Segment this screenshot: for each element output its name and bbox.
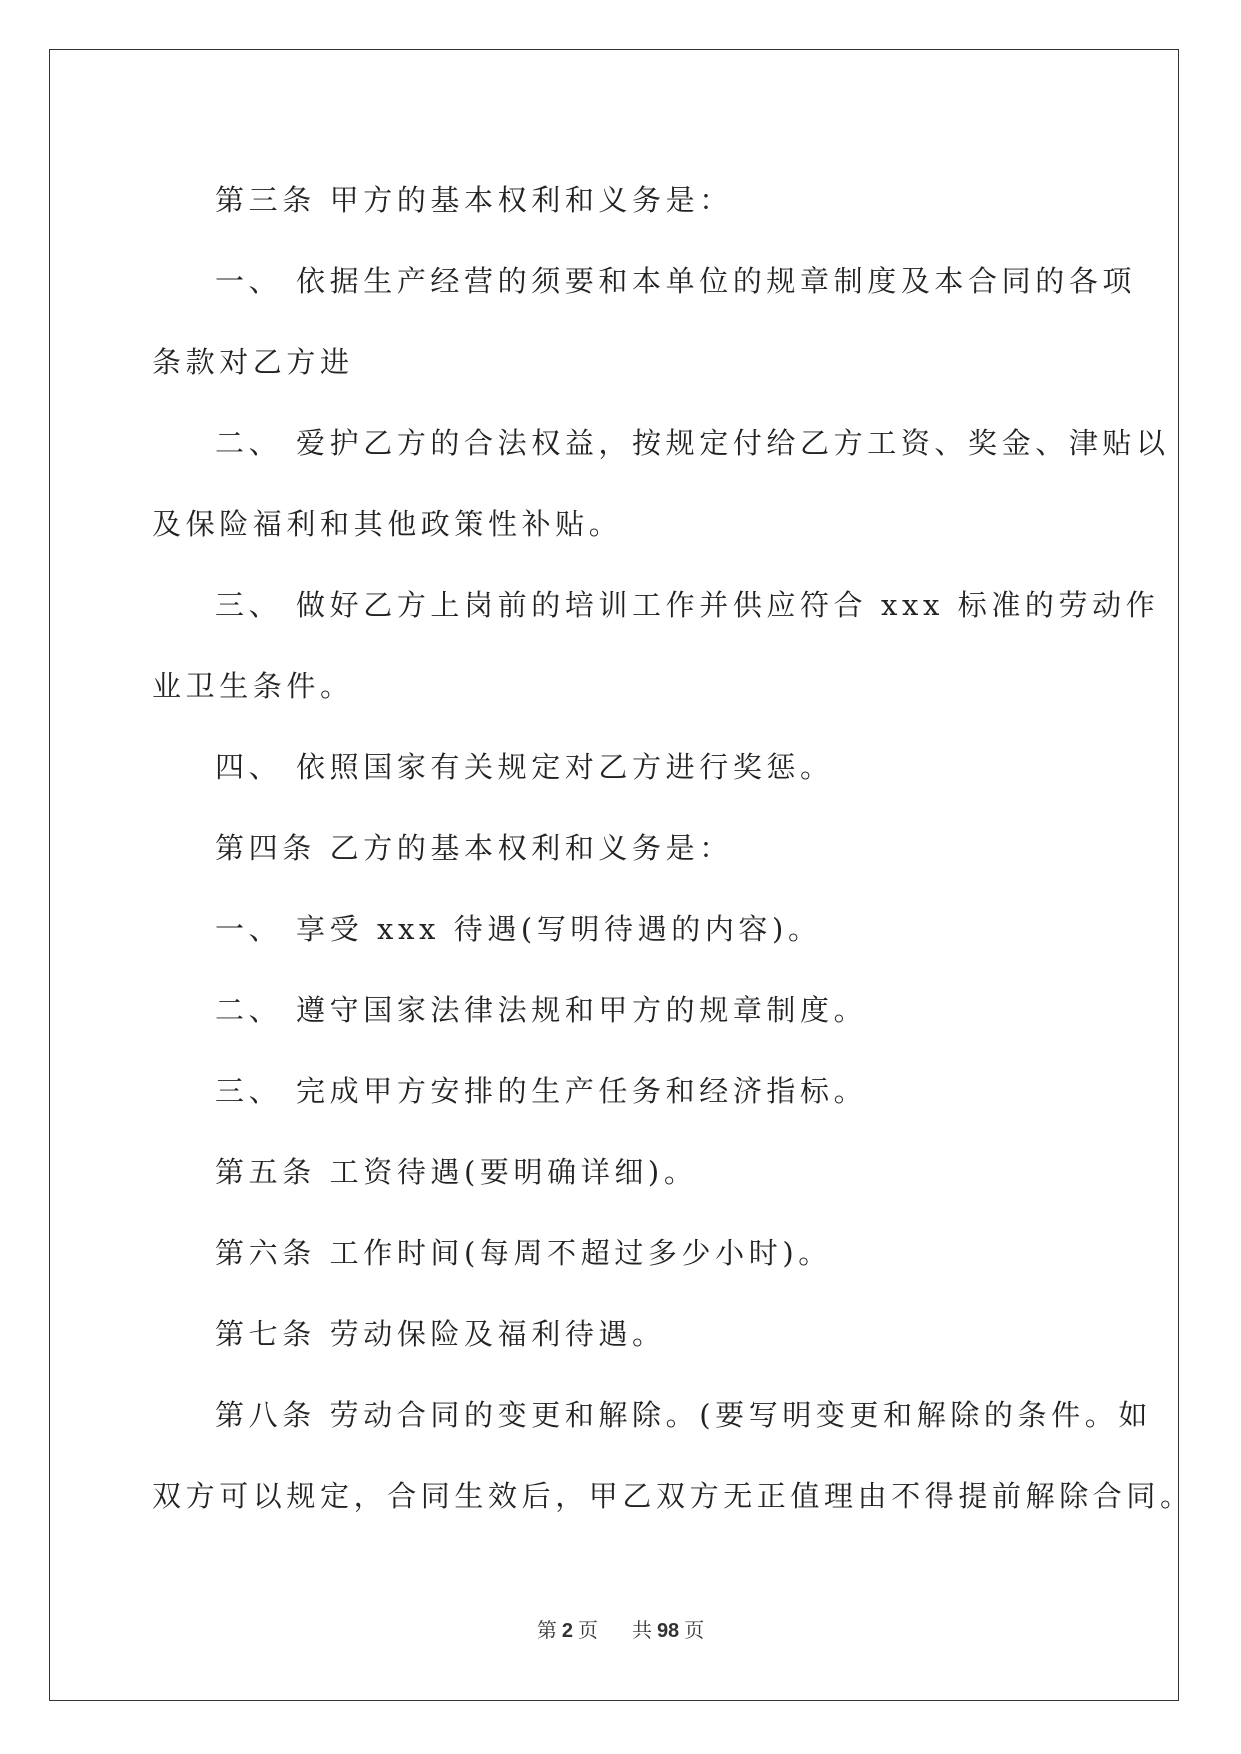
article-3-item-3: 三、 做好乙方上岗前的培训工作并供应符合 xxx 标准的劳动作 (215, 588, 1160, 622)
article-6: 第六条 工作时间(每周不超过多少小时)。 (215, 1236, 832, 1270)
article-3-item-4: 四、 依照国家有关规定对乙方进行奖惩。 (215, 750, 834, 784)
page-footer (0, 1614, 1241, 1643)
article-5: 第五条 工资待遇(要明确详细)。 (215, 1155, 698, 1189)
article-4-item-2: 二、 遵守国家法律法规和甲方的规章制度。 (215, 993, 868, 1027)
footer-total-prefix: 共 (631, 1620, 652, 1642)
article-8: 第八条 劳动合同的变更和解除。(要写明变更和解除的条件。如 (215, 1398, 1152, 1432)
article-3-heading: 第三条 甲方的基本权利和义务是： (215, 183, 733, 217)
article-3-item-2: 二、 爱护乙方的合法权益，按规定付给乙方工资、奖金、津贴以 (215, 426, 1170, 460)
document-body (152, 160, 1194, 1537)
article-4-heading: 第四条 乙方的基本权利和义务是： (215, 831, 733, 865)
article-3-item-3-cont: 业卫生条件。 (152, 669, 354, 703)
footer-page-suffix: 页 (577, 1620, 598, 1642)
article-4-item-3: 三、 完成甲方安排的生产任务和经济指标。 (215, 1074, 868, 1108)
footer-page-prefix: 第 (536, 1620, 557, 1642)
article-3-item-1-cont: 条款对乙方进 (152, 345, 354, 379)
article-7: 第七条 劳动保险及福利待遇。 (215, 1317, 666, 1351)
footer-total-pages: 98 (656, 1620, 680, 1642)
footer-total-suffix: 页 (684, 1620, 705, 1642)
article-8-cont: 双方可以规定，合同生效后，甲乙双方无正值理由不得提前解除合同。 (152, 1479, 1194, 1513)
article-3-item-1: 一、 依据生产经营的须要和本单位的规章制度及本合同的各项 (215, 264, 1137, 298)
article-3-item-2-cont: 及保险福利和其他政策性补贴。 (152, 507, 623, 541)
article-4-item-1: 一、 享受 xxx 待遇(写明待遇的内容)。 (215, 912, 822, 946)
footer-page-number: 2 (561, 1620, 573, 1642)
